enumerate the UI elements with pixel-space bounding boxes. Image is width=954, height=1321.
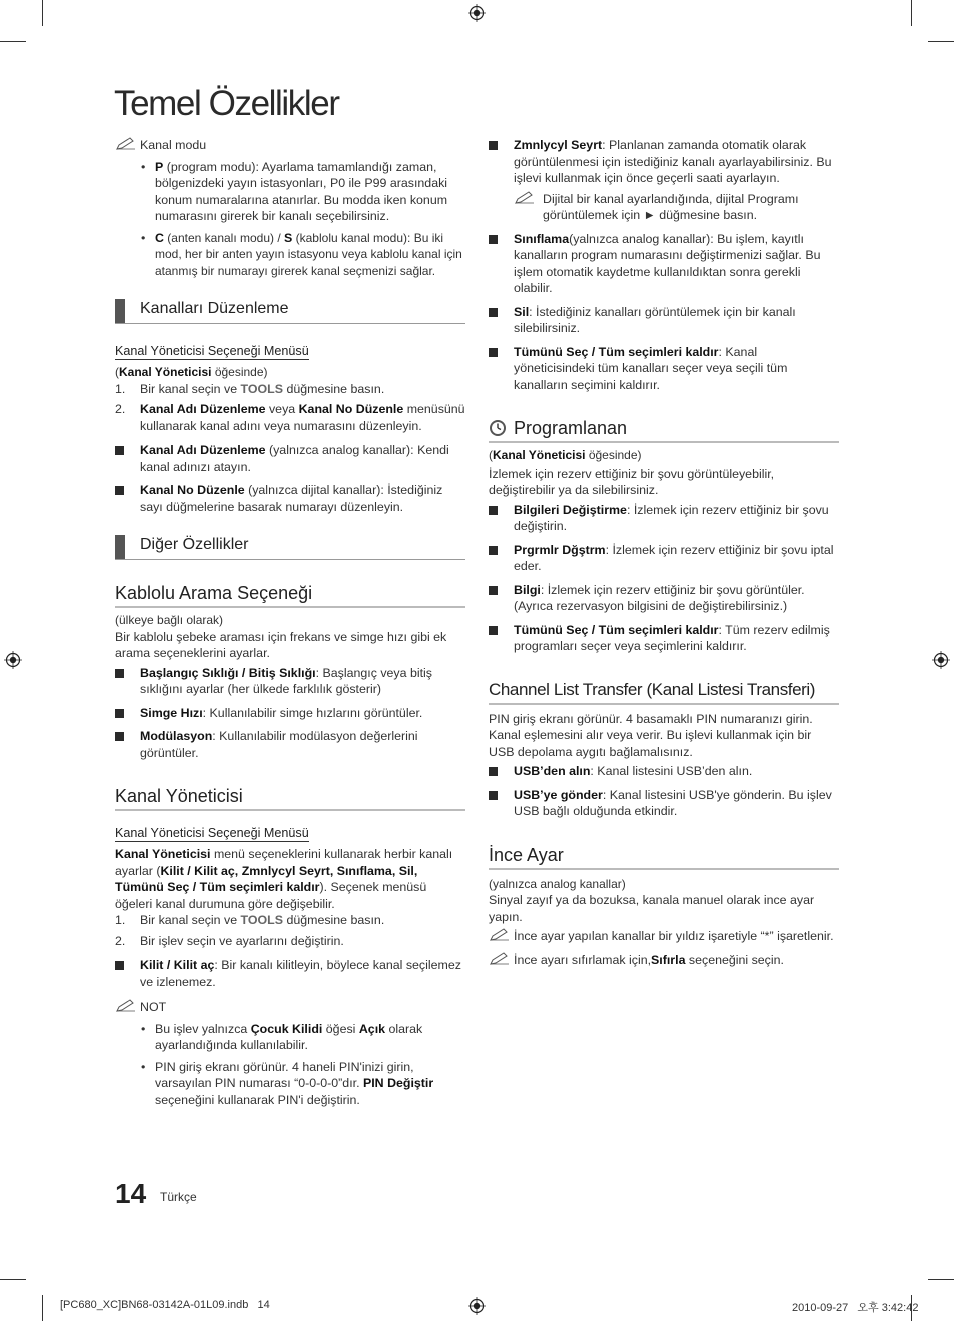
heading-text: Kanalları Düzenleme — [140, 300, 289, 317]
note: İnce ayarı sıfırlamak için,Sıfırla seçeneğini seçin. — [489, 952, 839, 969]
registration-mark-icon — [468, 1297, 486, 1315]
crop-mark — [42, 0, 43, 26]
clock-icon — [489, 419, 507, 437]
paragraph: İzlemek için rezerv ettiğiniz bir şovu görüntüleyebilir, değiştirebilir ya da silebilirsiniz. — [489, 466, 775, 497]
square-bullet-icon — [115, 446, 124, 455]
square-bullet-icon — [489, 235, 498, 244]
menu-label: Kanal Yöneticisi Seçeneği Menüsü — [115, 826, 309, 840]
square-bullet-icon — [115, 486, 124, 495]
list-item: USB’den alın: Kanal listesini USB’den alın. — [489, 763, 839, 780]
square-bullet-icon — [489, 308, 498, 317]
crop-mark — [928, 1279, 954, 1280]
numbered-step: 2. Kanal Adı Düzenleme veya Kanal No Düzenle menüsünü kullanarak kanal adını veya numarasını düzenleyin. — [115, 402, 465, 433]
square-bullet-icon — [489, 586, 498, 595]
section-heading: İnce Ayar — [489, 844, 839, 870]
square-bullet-icon — [115, 669, 124, 678]
square-bullet-icon — [489, 791, 498, 800]
list-item: Tümünü Seç / Tüm seçimleri kaldır: Tüm rezerv edilmiş programları seçer veya seçimlerini kaldırır. — [489, 622, 839, 655]
square-bullet-icon — [115, 732, 124, 741]
registration-mark-icon — [932, 651, 950, 669]
page-language: Türkçe — [160, 1190, 197, 1204]
pencil-note-icon — [115, 137, 137, 151]
tools-key: TOOLS — [240, 913, 284, 927]
square-bullet-icon — [489, 546, 498, 555]
heading-text: Programlanan — [514, 418, 628, 438]
square-bullet-icon — [115, 709, 124, 718]
page-number: 14 — [115, 1178, 147, 1209]
numbered-step: 2. Bir işlev seçin ve ayarlarını değiştirin. — [115, 933, 344, 948]
pencil-note-icon — [115, 999, 137, 1013]
item-text: (kablolu kanal modu): Bu iki mod, her bir anten yayın istasyonu veya kablolu kanal için atanmış bir numarayı girerek kanal seçmenizi sağlar. — [155, 230, 462, 278]
left-column — [115, 137, 465, 1108]
context-line: (yalnızca analog kanallar) — [489, 876, 626, 891]
note-text: İnce ayar yapılan kanallar bir yıldız işaretiyle “*” işaretlenir. — [514, 929, 834, 943]
list-item: • PIN giriş ekranı görünür. 4 haneli PIN'inizi girin, varsayılan PIN numarası “0-0-0-0”dır. PIN Değiştir seçeneğini kullanarak PIN'i değiştirin. — [115, 1059, 465, 1109]
registration-mark-icon — [468, 4, 486, 22]
note — [115, 999, 465, 1016]
list-item: Modülasyon: Kullanılabilir modülasyon değerlerini görüntüler. — [115, 728, 465, 761]
section-heading — [489, 417, 839, 443]
note — [514, 191, 839, 224]
list-item: Kanal No Düzenle (yalnızca dijital kanallar): İstediğiniz sayı düğmelerine basarak numarayı düzenleyin. — [115, 482, 465, 515]
list-item — [115, 230, 465, 280]
note — [489, 928, 839, 945]
pencil-note-icon — [489, 952, 511, 966]
subsection-heading — [115, 299, 465, 324]
channel-mode-note: Kanal modu — [140, 138, 207, 152]
section-heading: Kanal Yöneticisi — [115, 785, 465, 811]
bold-term: P — [155, 159, 164, 174]
list-item: USB’ye gönder: Kanal listesini USB'ye gönderin. Bu işlev USB bağlı olduğunda etkindir. — [489, 787, 839, 820]
bold-term: S — [284, 230, 293, 245]
context-line: (Kanal Yöneticisi öğesinde) — [115, 365, 268, 379]
heading-text: Diğer Özellikler — [140, 536, 249, 553]
square-bullet-icon — [489, 348, 498, 357]
bold-term: C — [155, 230, 164, 245]
paragraph: Kanal Yöneticisi menü seçeneklerini kullanarak herbir kanalı ayarlar (Kilit / Kilit aç, Zmnlycyl Seyrt, Sınıflama, Sil, Tümünü Seç / Tüm seçimleri kaldır). Seçenek menüsü öğeleri kanal durumuna göre değişebilir. — [115, 847, 453, 911]
list-item: Tümünü Seç / Tüm seçimleri kaldır: Kanal yöneticisindeki tüm kanalları seçer veya seçili tüm kanalların seçimini kaldırır. — [489, 344, 839, 394]
list-item: Zmnlycyl Seyrt: Planlanan zamanda otomatik olarak görüntülenmesi için istediğiniz kanalı ayarlayabilirsiniz. Bu işlevi kullanmak için önce geçerli saati ayarlayın. — [489, 137, 839, 187]
crop-mark — [0, 41, 26, 42]
note-text: Dijital bir kanal ayarlandığında, dijital Programı görüntülemek için ► düğmesine basın. — [543, 191, 799, 222]
list-item: • Bu işlev yalnızca Çocuk Kilidi öğesi Açık olarak ayarlandığında kullanılabilir. — [115, 1021, 465, 1054]
page-title: Temel Özellikler — [114, 84, 339, 123]
heading-bar — [115, 535, 125, 559]
item-text: (program modu): Ayarlama tamamlandığı zaman, bölgenizdeki yayın istasyonları, P0 ile P99 arasındaki konum numaralarına atanırlar. Bu modda iken konum numarasını girerek bir kanalı seçebilirsiniz. — [155, 159, 448, 223]
square-bullet-icon — [115, 961, 124, 970]
paragraph: Bir kablolu şebeke araması için frekans ve simge hızı gibi ek arama seçeneklerini ayarlar. — [115, 629, 447, 660]
tools-key: TOOLS — [240, 381, 284, 396]
section-heading: Channel List Transfer (Kanal Listesi Transferi) — [489, 679, 839, 705]
list-item: Kanal Adı Düzenleme (yalnızca analog kanallar): Kendi kanal adınızı atayın. — [115, 442, 465, 475]
paragraph: Sinyal zayıf ya da bozuksa, kanala manuel olarak ince ayar yapın. — [489, 893, 815, 924]
registration-mark-icon — [4, 651, 22, 669]
crop-mark — [911, 0, 912, 26]
list-item: Bilgileri Değiştirme: İzlemek için rezerv ettiğiniz bir şovu değiştirin. — [489, 502, 839, 535]
list-item: Prgrmlr Dğştrm: İzlemek için rezerv ettiğiniz bir şovu iptal eder. — [489, 542, 839, 575]
crop-mark — [928, 41, 954, 42]
square-bullet-icon — [489, 506, 498, 515]
list-item: Bilgi: İzlemek için rezerv ettiğiniz bir şovu görüntüler. (Ayrıca rezervasyon bilgisini de değiştirebilirsiniz.) — [489, 582, 839, 615]
section-heading: Kablolu Arama Seçeneği — [115, 582, 465, 608]
footer-date: 2010-09-27 오후 3:42:42 — [792, 1302, 919, 1314]
item-text: (anten kanalı modu) / — [163, 230, 285, 245]
pencil-note-icon — [514, 191, 536, 205]
not-label: NOT — [140, 1000, 167, 1014]
crop-mark — [0, 1279, 26, 1280]
nested-note — [489, 191, 839, 224]
square-bullet-icon — [489, 767, 498, 776]
context-line: (Kanal Yöneticisi öğesinde) — [489, 448, 642, 462]
paragraph: PIN giriş ekranı görünür. 4 basamaklı PIN numaranızı girin. Kanal eşlemesini alır veya verir. Bu işlevi kullanmak için bir USB depolama aygıtı bağlamalısınız. — [489, 711, 813, 759]
list-item: Sınıflama(yalnızca analog kanallar): Bu işlem, kayıtlı kanalların program numarasını değiştirmenizi sağlar. Bu işlem otomatik kaydetme kullanıldıktan sonra gerekli olabilir. — [489, 231, 839, 297]
note — [115, 137, 465, 154]
list-item: Kilit / Kilit aç: Bir kanalı kilitleyin, böylece kanal seçilemez ve izlenemez. — [115, 957, 465, 990]
numbered-step: 1. Bir kanal seçin ve TOOLS düğmesine basın. — [115, 913, 385, 927]
context-line: (ülkeye bağlı olarak) — [115, 613, 224, 627]
list-item — [115, 159, 465, 225]
numbered-step: 1. Bir kanal seçin ve TOOLS düğmesine basın. — [115, 381, 385, 396]
heading-bar — [115, 299, 125, 323]
crop-mark — [42, 1295, 43, 1321]
menu-label: Kanal Yöneticisi Seçeneği Menüsü — [115, 344, 309, 358]
subsection-heading — [115, 535, 465, 560]
square-bullet-icon — [489, 626, 498, 635]
square-bullet-icon — [489, 141, 498, 150]
footer-file-info: [PC680_XC]BN68-03142A-01L09.indb 14 — [60, 1299, 270, 1311]
list-item: Simge Hızı: Kullanılabilir simge hızlarını görüntüler. — [115, 705, 465, 722]
pencil-note-icon — [489, 928, 511, 942]
right-column — [489, 137, 839, 968]
list-item: Başlangıç Sıklığı / Bitiş Sıklığı: Başlangıç veya bitiş sıklığını ayarlar (her ülkede farklılık gösterir) — [115, 665, 465, 698]
list-item: Sil: İstediğiniz kanalları görüntülemek için bir kanalı silebilirsiniz. — [489, 304, 839, 337]
